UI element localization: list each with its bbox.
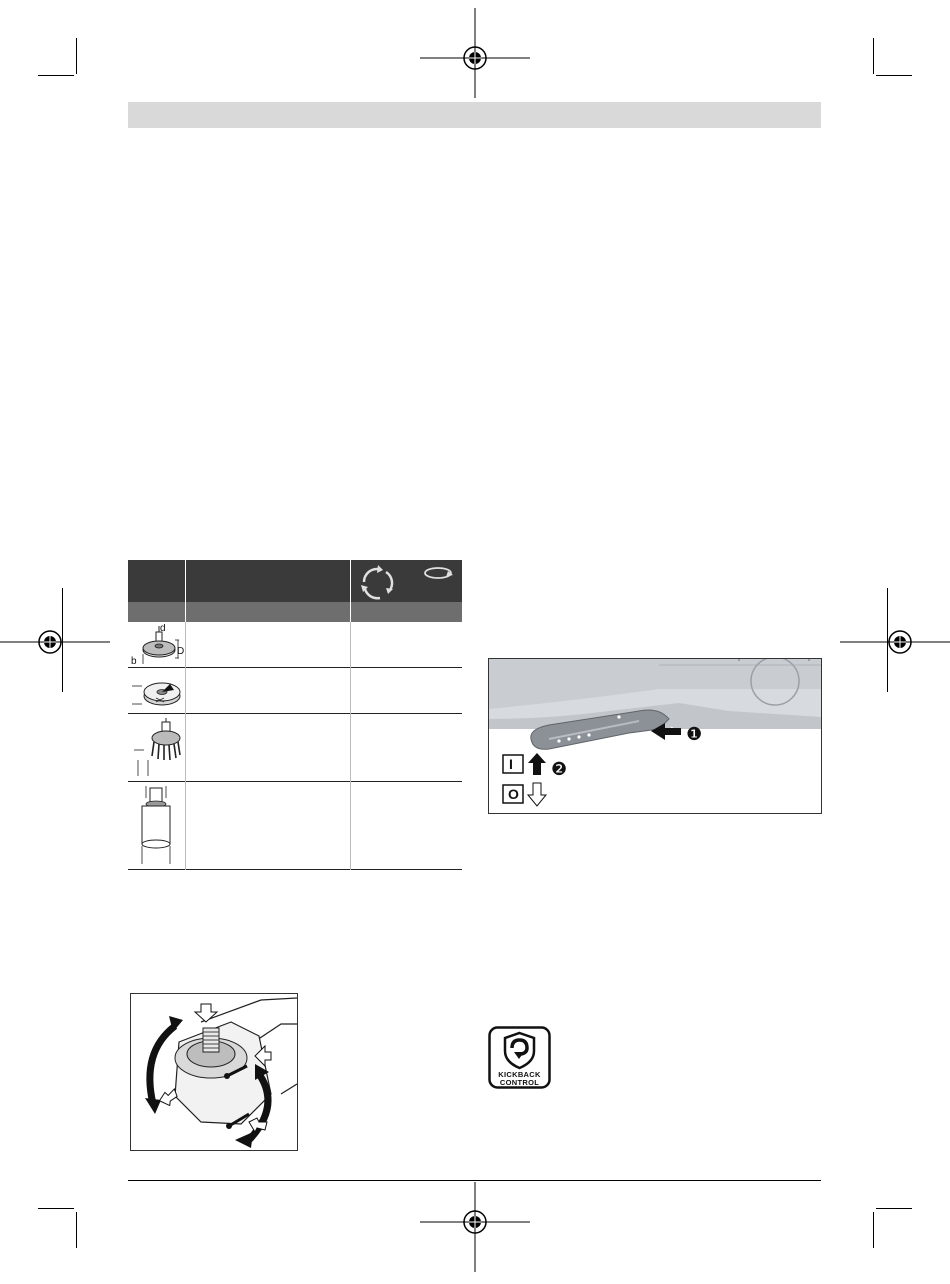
label-d: d bbox=[160, 624, 166, 634]
table-header bbox=[128, 560, 462, 602]
accessory-table bbox=[128, 560, 462, 870]
page-footer-rule bbox=[128, 1180, 821, 1181]
kickback-control-logo bbox=[488, 1026, 551, 1089]
off-symbol: O bbox=[508, 786, 519, 802]
registration-mark-top bbox=[420, 8, 530, 98]
on-symbol: I bbox=[509, 756, 513, 772]
switch-illustration bbox=[489, 659, 821, 813]
grinding-wheel-icon bbox=[130, 624, 186, 666]
kickback-line2: CONTROL bbox=[499, 1078, 540, 1087]
registration-mark-bottom bbox=[420, 1182, 530, 1272]
registration-mark-right bbox=[840, 620, 950, 664]
label-D: D bbox=[177, 646, 185, 657]
rotation-speed-icon bbox=[356, 562, 410, 602]
rotation-direction-icon bbox=[420, 562, 456, 584]
core-drill-bit-icon bbox=[130, 784, 186, 868]
table-subheader bbox=[128, 602, 462, 622]
cup-brush-icon bbox=[130, 716, 186, 780]
kickback-line1: KICKBACK bbox=[498, 1070, 541, 1079]
gear-head-rotation-figure bbox=[130, 993, 298, 1151]
step-2-marker: ❷ bbox=[551, 759, 568, 780]
label-b: b bbox=[131, 656, 137, 666]
page-header-bar bbox=[128, 102, 821, 128]
gear-head-illustration bbox=[131, 994, 297, 1150]
cutting-disc-icon bbox=[130, 670, 186, 712]
on-off-switch-figure bbox=[488, 658, 822, 814]
step-1-marker: ❶ bbox=[686, 724, 703, 745]
registration-mark-left bbox=[0, 620, 110, 664]
